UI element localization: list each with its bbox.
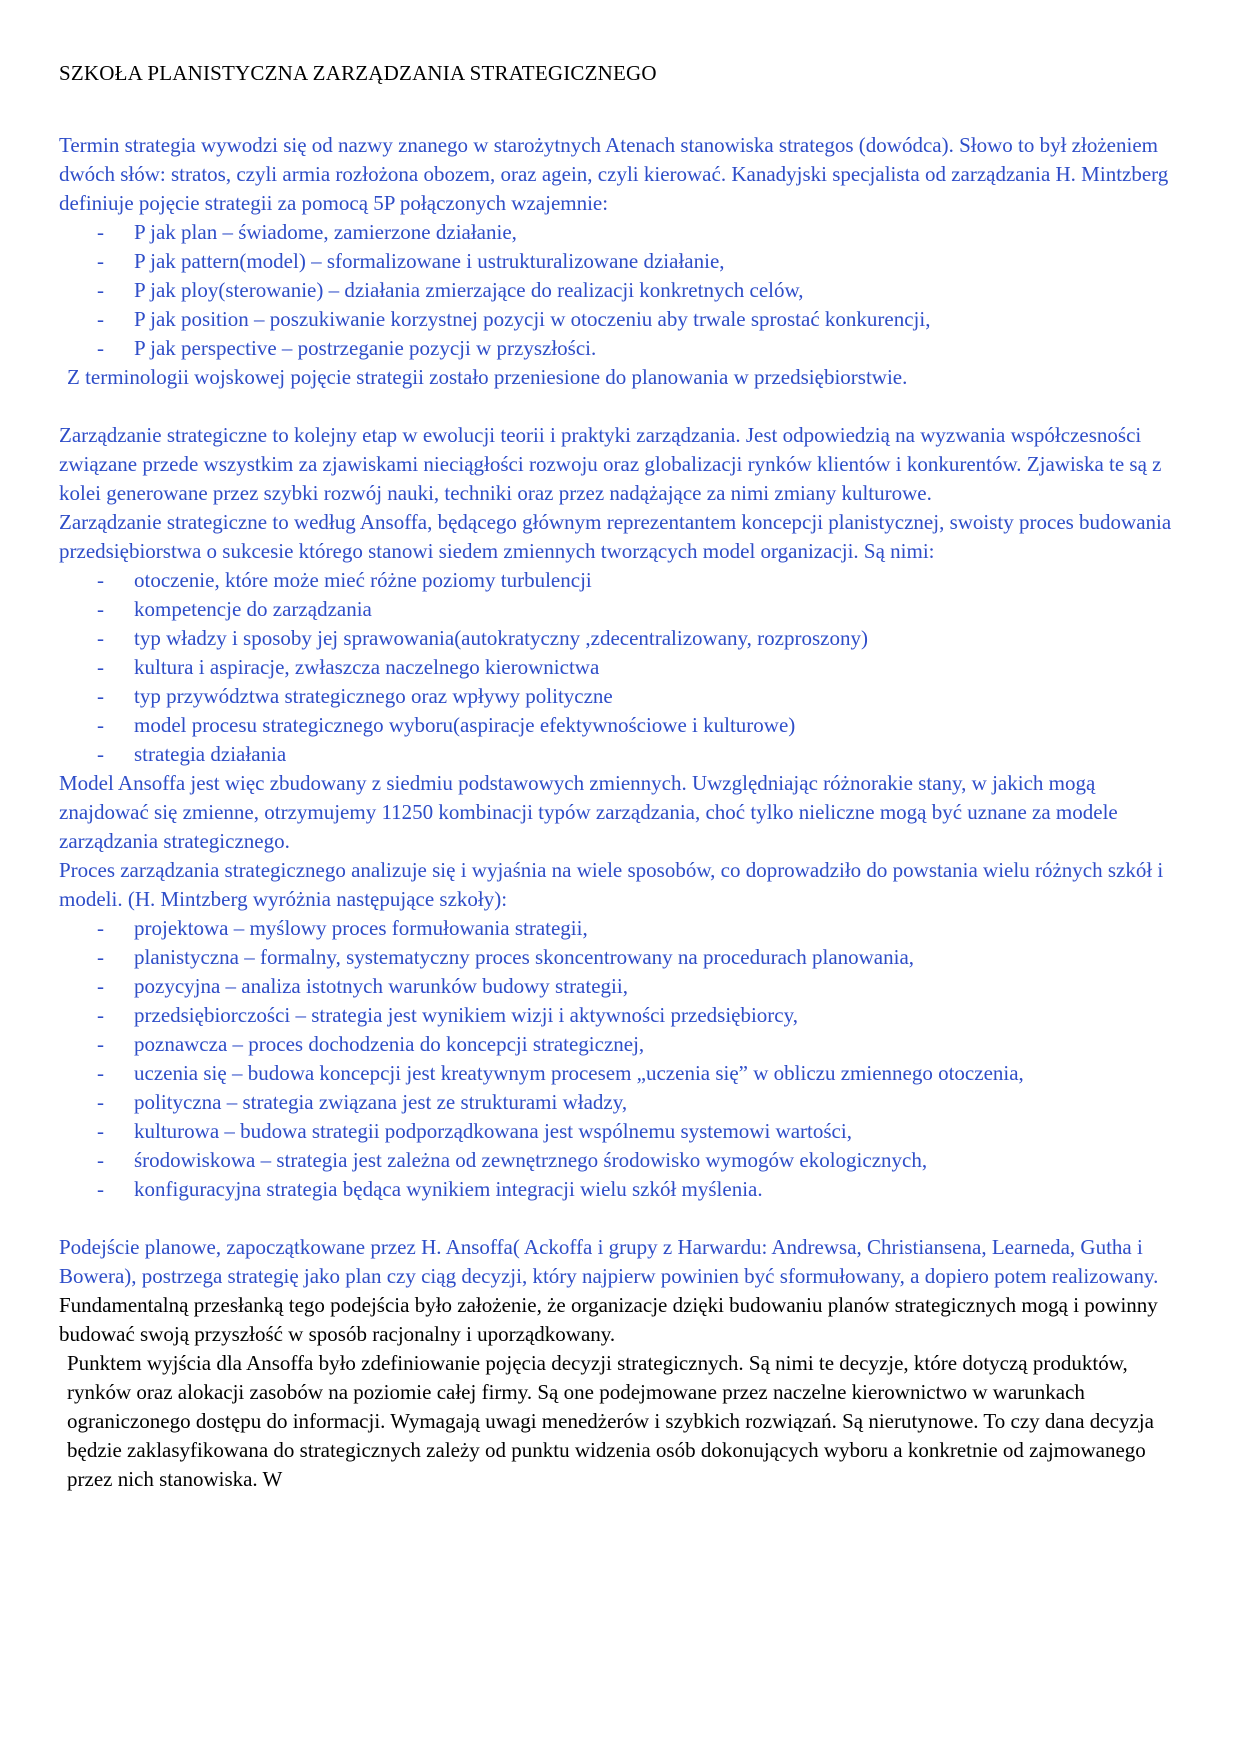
list-item: - otoczenie, które może mieć różne poziomy turbulencji	[59, 566, 1180, 595]
dash-bullet: -	[97, 1177, 104, 1201]
list-item: - pozycyjna – analiza istotnych warunków budowy strategii,	[59, 972, 1180, 1001]
ansoff-definition-paragraph: Zarządzanie strategiczne to według Ansoffa, będącego głównym reprezentantem koncepcji planistycznej, swoisty proces budowania przedsiębiorstwa o sukcesie którego stanowi siedem zmiennych tworzących model organizacji. Są nimi:	[59, 510, 1172, 563]
dash-bullet: -	[97, 597, 104, 621]
list-item: - uczenia się – budowa koncepcji jest kreatywnym procesem „uczenia się” w obliczu zmiennego otoczenia,	[59, 1059, 1180, 1088]
schools-intro-paragraph: Proces zarządzania strategicznego analizuje się i wyjaśnia na wiele sposobów, co doprowadziło do powstania wielu różnych szkół i modeli. (H. Mintzberg wyróżnia następujące szkoły):	[59, 858, 1164, 911]
list-item: - P jak plan – świadome, zamierzone działanie,	[59, 218, 1180, 247]
dash-bullet: -	[97, 626, 104, 650]
strategic-decisions-paragraph: Punktem wyjścia dla Ansoffa było zdefiniowanie pojęcia decyzji strategicznych. Są nimi te decyzje, które dotyczą produktów, rynków oraz alokacji zasobów na poziomie całej firmy. Są one podejmowane przez naczelne kierownictwo w warunkach ograniczonego dostępu do informacji. Wymagają uwagi menedżerów i szybkich rozwiązań. Są nierutynowe. To czy dana decyzja będzie zaklasyfikowana do strategicznych zależy od punktu widzenia osób dokonujących wyboru a konkretnie od zajmowanego przez nich stanowiska. W	[67, 1351, 1154, 1491]
dash-bullet: -	[97, 684, 104, 708]
dash-bullet: -	[97, 655, 104, 679]
paragraph-gap	[59, 392, 1180, 421]
dash-bullet: -	[97, 249, 104, 273]
dash-bullet: -	[97, 1148, 104, 1172]
list-item: - poznawcza – proces dochodzenia do koncepcji strategicznej,	[59, 1030, 1180, 1059]
dash-bullet: -	[97, 220, 104, 244]
list-item: - planistyczna – formalny, systematyczny proces skoncentrowany na procedurach planowania,	[59, 943, 1180, 972]
military-terminology-paragraph: Z terminologii wojskowej pojęcie strategii zostało przeniesione do planowania w przedsiębiorstwie.	[67, 365, 908, 389]
dash-bullet: -	[97, 1061, 104, 1085]
list-item: - polityczna – strategia związana jest ze strukturami władzy,	[59, 1088, 1180, 1117]
dash-bullet: -	[97, 916, 104, 940]
dash-bullet: -	[97, 278, 104, 302]
strategic-management-paragraph: Zarządzanie strategiczne to kolejny etap w ewolucji teorii i praktyki zarządzania. Jest odpowiedzią na wyzwania współczesności związane przede wszystkim za zjawiskami nieciągłości rozwoju oraz globalizacji rynków klientów i konkurentów. Zjawiska te są z kolei generowane przez szybki rozwój nauki, techniki oraz przez nadążające za nimi zmiany kulturowe.	[59, 423, 1162, 505]
strategy-definition-paragraph: Termin strategia wywodzi się od nazwy znanego w starożytnych Atenach stanowiska strategos (dowódca). Słowo to był złożeniem dwóch słów: stratos, czyli armia rozłożona obozem, oraz agein, czyli kierować. Kanadyjski specjalista od zarządzania H. Mintzberg definiuje pojęcie strategii za pomocą 5P połączonych wzajemnie:	[59, 133, 1169, 215]
ansoff-model-paragraph: Model Ansoffa jest więc zbudowany z siedmiu podstawowych zmiennych. Uwzględniając różnorakie stany, w jakich mogą znajdować się zmienne, otrzymujemy 11250 kombinacji typów zarządzania, choć tylko nieliczne mogą być uznane za modele zarządzania strategicznego.	[59, 771, 1118, 853]
list-item: - strategia działania	[59, 740, 1180, 769]
seven-variables-list	[59, 566, 1180, 769]
dash-bullet: -	[97, 713, 104, 737]
planning-approach-paragraph	[59, 1233, 1180, 1349]
document-title: SZKOŁA PLANISTYCZNA ZARZĄDZANIA STRATEGICZNEGO	[59, 61, 657, 85]
dash-bullet: -	[97, 1119, 104, 1143]
list-item: - typ władzy i sposoby jej sprawowania(autokratyczny ,zdecentralizowany, rozproszony)	[59, 624, 1180, 653]
list-item: - przedsiębiorczości – strategia jest wynikiem wizji i aktywności przedsiębiorcy,	[59, 1001, 1180, 1030]
dash-bullet: -	[97, 568, 104, 592]
five-p-list	[59, 218, 1180, 363]
dash-bullet: -	[97, 945, 104, 969]
dash-bullet: -	[97, 307, 104, 331]
list-item: - projektowa – myślowy proces formułowania strategii,	[59, 914, 1180, 943]
planning-approach-blue-text: Podejście planowe, zapoczątkowane przez H. Ansoffa( Ackoffa i grupy z Harwardu: Andrewsa, Christiansena, Learneda, Gutha i Bowera), postrzega strategię jako plan czy ciąg decyzji, który najpierw powinien być sformułowany, a dopiero potem realizowany.	[59, 1235, 1159, 1288]
list-item: - P jak pattern(model) – sformalizowane i ustrukturalizowane działanie,	[59, 247, 1180, 276]
dash-bullet: -	[97, 1003, 104, 1027]
dash-bullet: -	[97, 336, 104, 360]
mintzberg-schools-list	[59, 914, 1180, 1204]
list-item: - P jak position – poszukiwanie korzystnej pozycji w otoczeniu aby trwale sprostać konkurencji,	[59, 305, 1180, 334]
list-item: - P jak perspective – postrzeganie pozycji w przyszłości.	[59, 334, 1180, 363]
dash-bullet: -	[97, 1032, 104, 1056]
list-item: - P jak ploy(sterowanie) – działania zmierzające do realizacji konkretnych celów,	[59, 276, 1180, 305]
list-item: - środowiskowa – strategia jest zależna od zewnętrznego środowisko wymogów ekologicznych,	[59, 1146, 1180, 1175]
list-item: - kultura i aspiracje, zwłaszcza naczelnego kierownictwa	[59, 653, 1180, 682]
dash-bullet: -	[97, 974, 104, 998]
planning-approach-black-text: Fundamentalną przesłanką tego podejścia było założenie, że organizacje dzięki budowaniu planów strategicznych mogą i powinny budować swoją przyszłość w sposób racjonalny i uporządkowany.	[59, 1293, 1158, 1346]
list-item: - model procesu strategicznego wyboru(aspiracje efektywnościowe i kulturowe)	[59, 711, 1180, 740]
list-item: - kompetencje do zarządzania	[59, 595, 1180, 624]
list-item: - konfiguracyjna strategia będąca wynikiem integracji wielu szkół myślenia.	[59, 1175, 1180, 1204]
list-item: - typ przywództwa strategicznego oraz wpływy polityczne	[59, 682, 1180, 711]
paragraph-gap	[59, 1204, 1180, 1233]
list-item: - kulturowa – budowa strategii podporządkowana jest wspólnemu systemowi wartości,	[59, 1117, 1180, 1146]
dash-bullet: -	[97, 742, 104, 766]
dash-bullet: -	[97, 1090, 104, 1114]
